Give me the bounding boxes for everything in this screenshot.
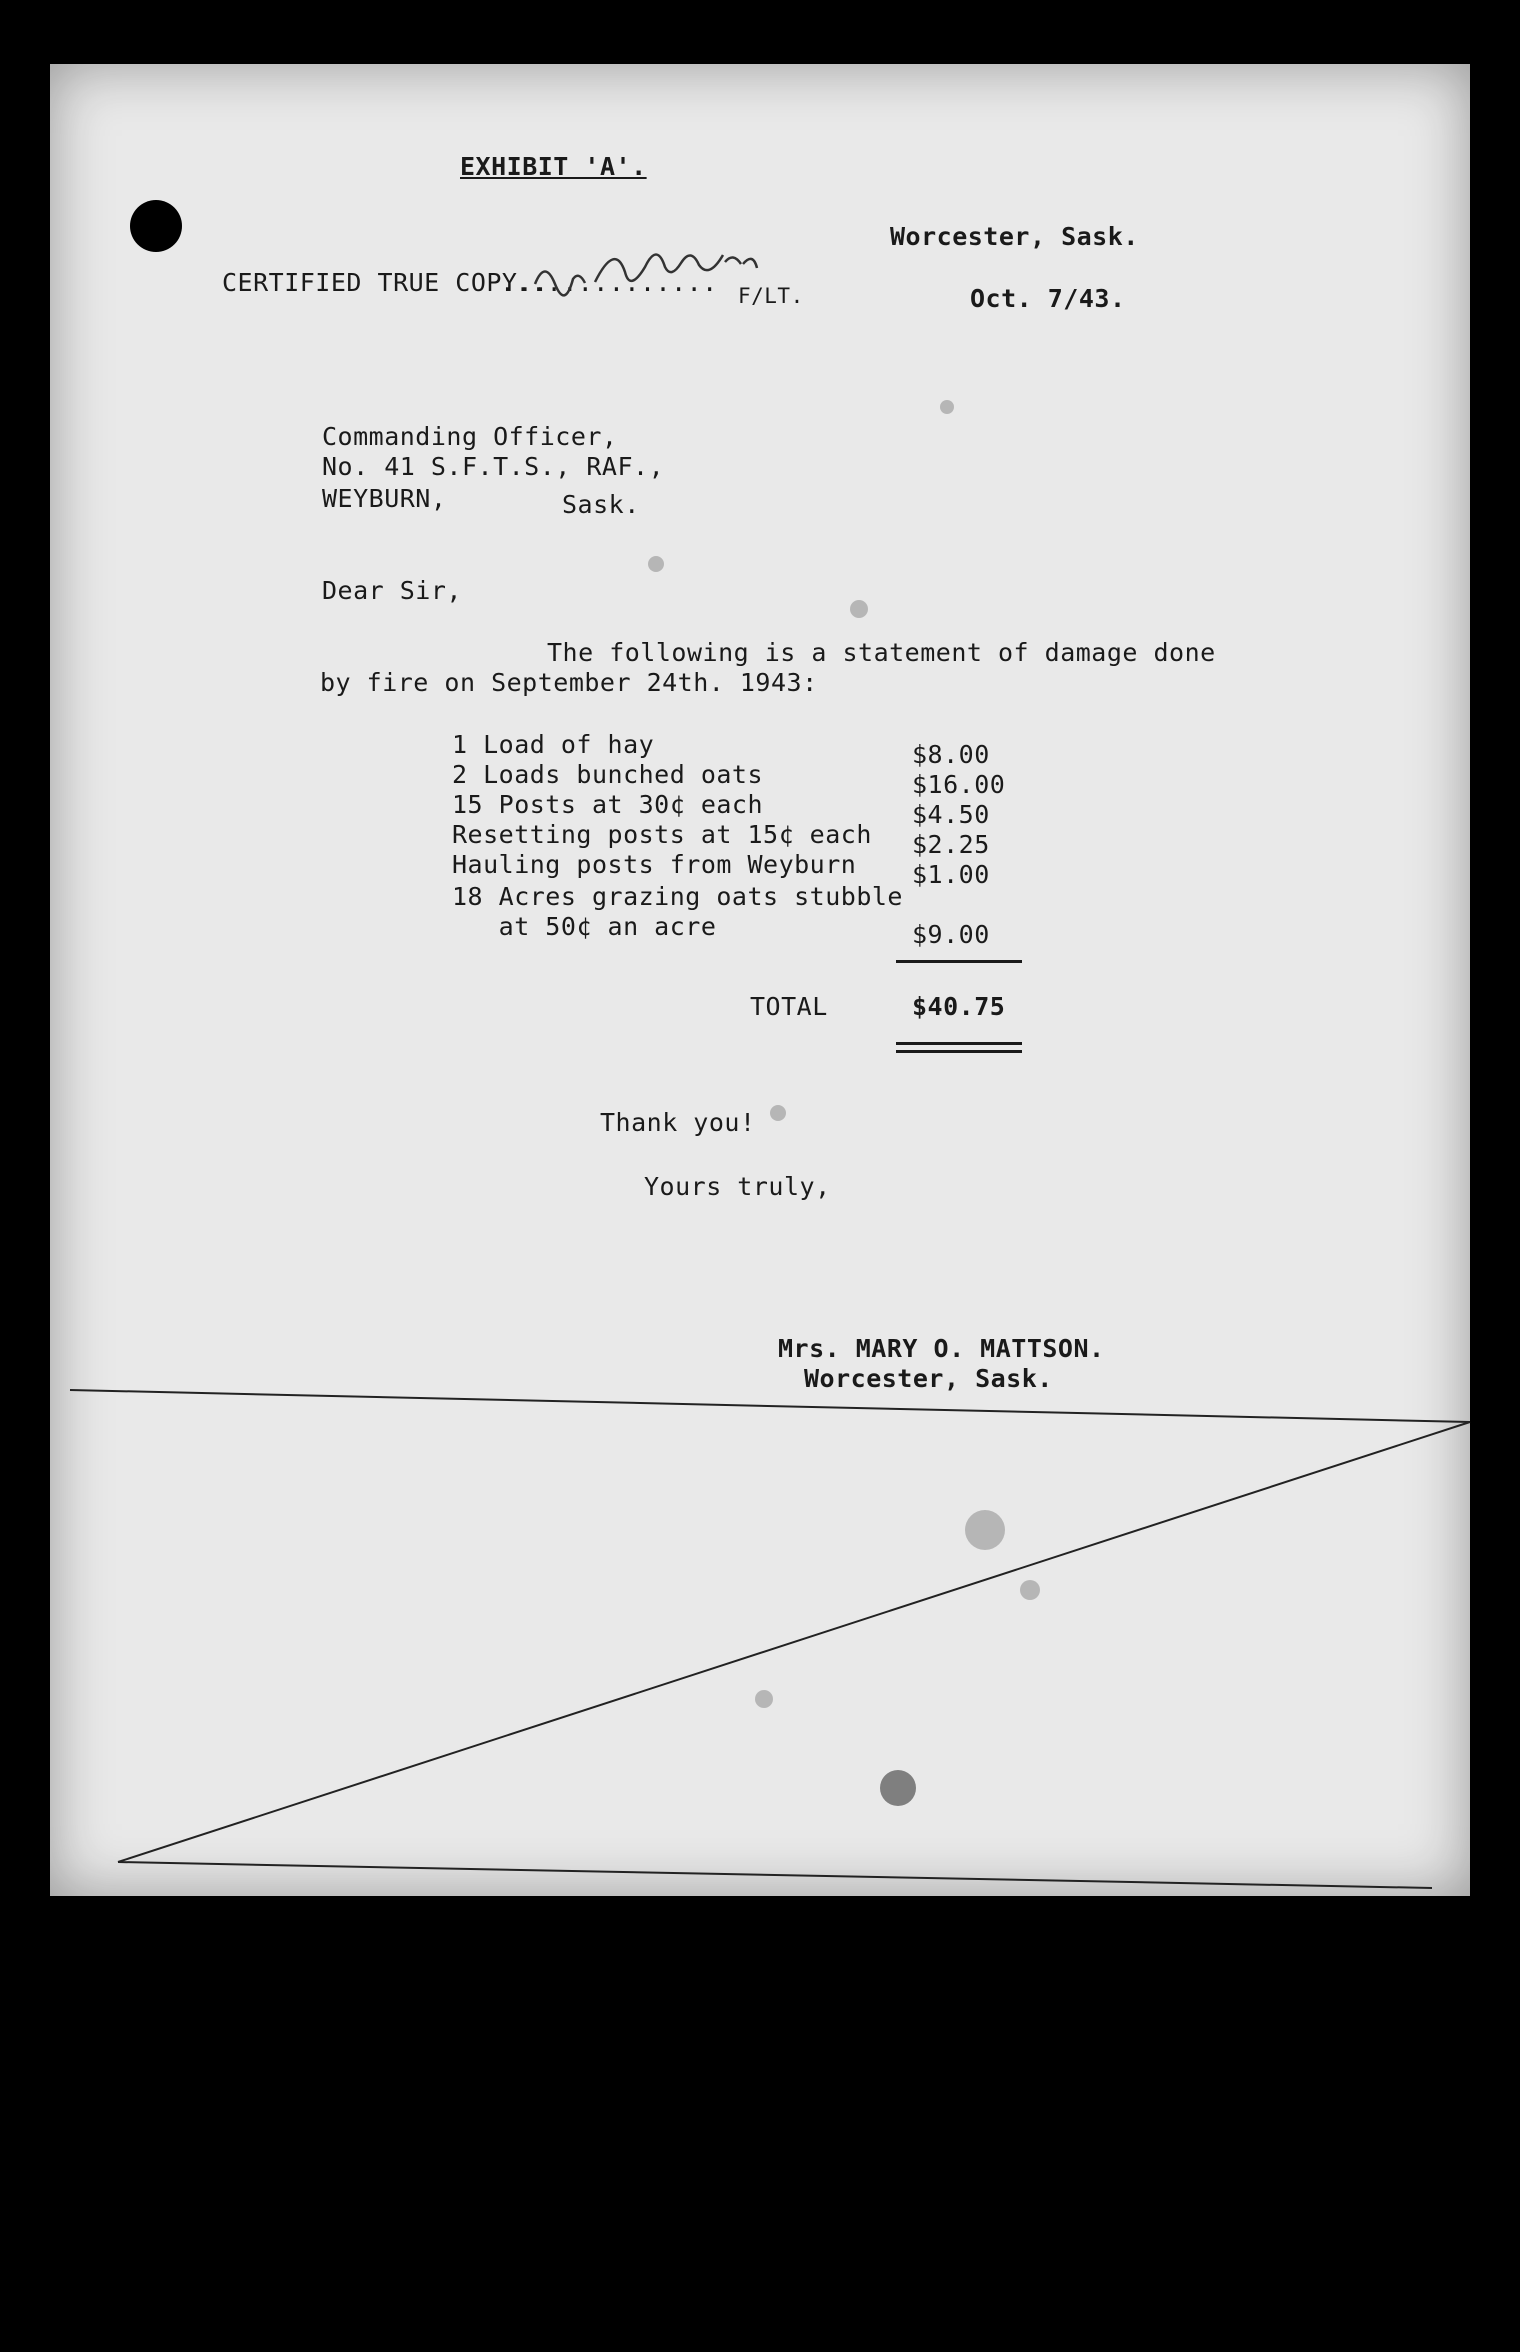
item-desc: 2 Loads bunched oats	[452, 760, 764, 789]
exhibit-title: EXHIBIT 'A'.	[460, 152, 647, 181]
certified-rank: F/LT.	[738, 284, 804, 308]
thanks: Thank you!	[600, 1108, 756, 1137]
salutation: Dear Sir,	[322, 576, 462, 605]
item-amount: $8.00	[912, 740, 990, 769]
item-desc: 1 Load of hay	[452, 730, 655, 759]
place-line: Worcester, Sask.	[890, 222, 1139, 251]
item-desc: Hauling posts from Weyburn	[452, 850, 857, 879]
item-desc: Resetting posts at 15¢ each	[452, 820, 872, 849]
body-line-2: by fire on September 24th. 1943:	[320, 668, 818, 697]
recipient-province: Sask.	[562, 490, 640, 519]
item-desc: 18 Acres grazing oats stubble	[452, 882, 903, 911]
item-amount: $9.00	[912, 920, 990, 949]
certified-copy-label: CERTIFIED TRUE COPY..	[222, 268, 549, 297]
item-amount: $1.00	[912, 860, 990, 889]
certified-dots: ..............	[500, 268, 718, 297]
item-desc: 15 Posts at 30¢ each	[452, 790, 764, 819]
item-amount: $4.50	[912, 800, 990, 829]
total-amount: $40.75	[912, 992, 1006, 1021]
item-amount: $16.00	[912, 770, 1006, 799]
signatory-place: Worcester, Sask.	[804, 1364, 1053, 1393]
item-amount: $2.25	[912, 830, 990, 859]
recipient-city: WEYBURN,	[322, 484, 447, 513]
closing: Yours truly,	[644, 1172, 831, 1201]
total-label: TOTAL	[750, 992, 828, 1021]
item-desc: at 50¢ an acre	[452, 912, 717, 941]
body-line-1: The following is a statement of damage done	[547, 638, 1216, 667]
recipient-line-1: Commanding Officer,	[322, 422, 618, 451]
recipient-line-2: No. 41 S.F.T.S., RAF.,	[322, 452, 665, 481]
date-line: Oct. 7/43.	[970, 284, 1126, 313]
signatory-name: Mrs. MARY O. MATTSON.	[778, 1334, 1105, 1363]
